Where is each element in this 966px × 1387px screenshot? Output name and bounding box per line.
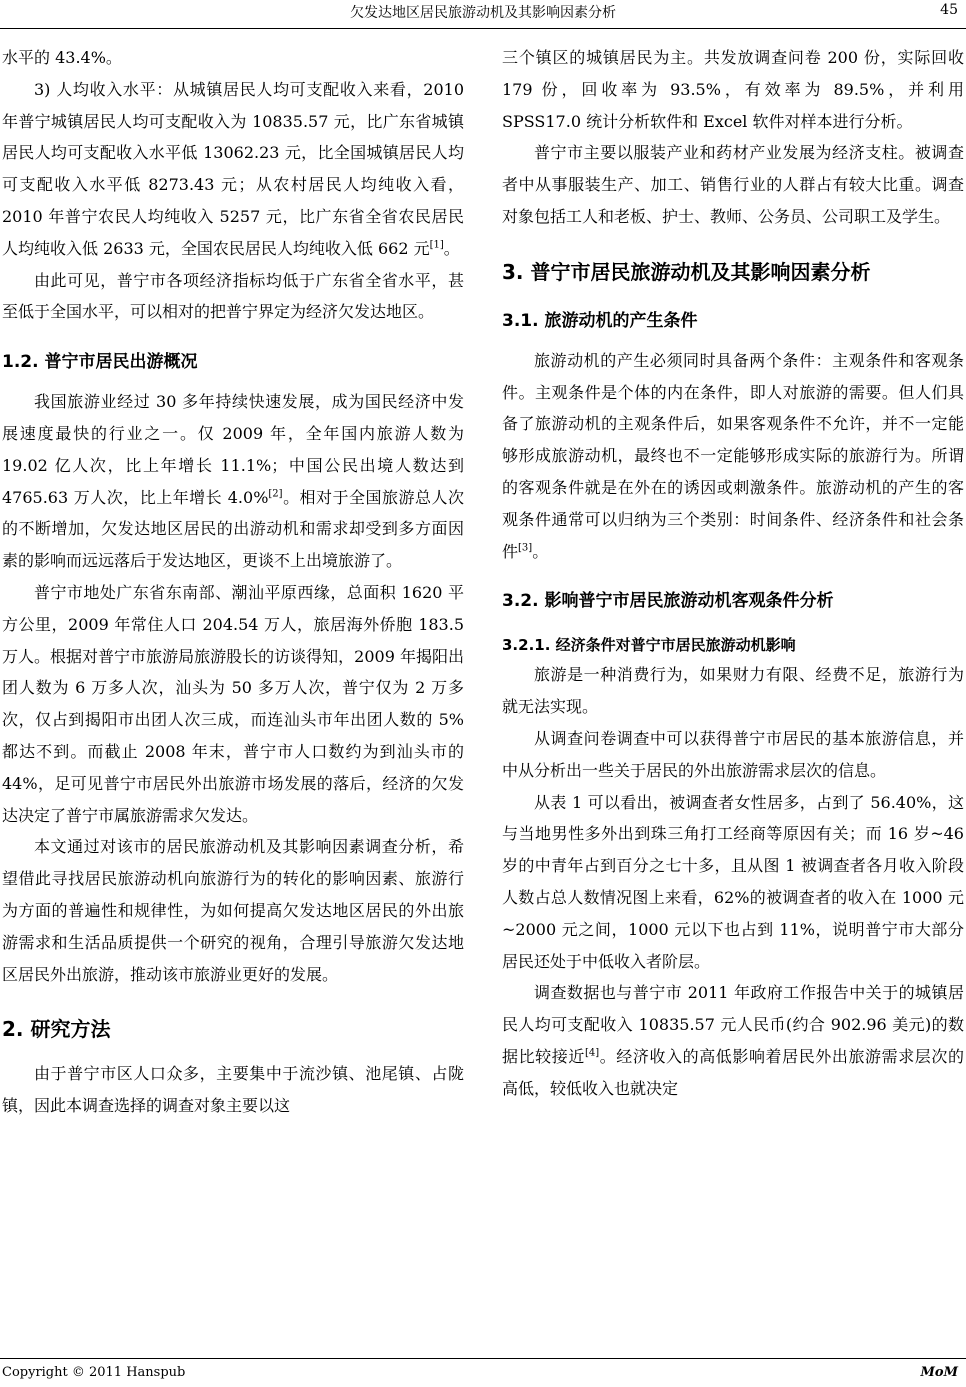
- page-footer: [0, 1358, 966, 1387]
- citation: [1]: [429, 239, 444, 251]
- citation: [3]: [518, 542, 533, 554]
- running-title: 欠发达地区居民旅游动机及其影响因素分析: [350, 5, 616, 21]
- citation: [2]: [268, 488, 283, 500]
- paragraph: 三个镇区的城镇居民为主。共发放调查问卷 200 份，实际回收 179 份，回收率为 93.5%，有效率为 89.5%，并利用 SPSS17.0 统计分析软件和 Excel 软件对样本进行分析。: [502, 48, 964, 131]
- copyright: Copyright © 2011 Hanspub: [2, 1365, 186, 1380]
- paragraph: 从表 1 可以看出，被调查者女性居多，占到了 56.40%，这与当地男性多外出到珠三角打工经商等原因有关；而 16 岁~46 岁的中青年占到百分之七十多，且从图 1 被调查者各月收入阶段人数占总人数情况图上来看，62%的被调查者的收入在 1000 元~2000 元之间，1000 元以下也占到 11%，说明普宁市大部分居民还处于中低收入者阶层。: [502, 792, 964, 971]
- paragraph: 旅游是一种消费行为，如果财力有限、经费不足，旅游行为就无法实现。: [502, 665, 964, 717]
- subsection-heading: 3.2.1. 经济条件对普宁市居民旅游动机影响: [502, 636, 796, 655]
- paragraph-text: 3) 人均收入水平：从城镇居民人均可支配收入来看，2010 年普宁城镇居民人均可支配收入为 10835.57 元，比广东省城镇居民人均可支配收入水平低 13062.23 元，比全国城镇居民人均可支配收入水平低 8273.43 元；从农村居民人均纯收入看，2010 年普宁农民人均纯收入 5257 元，比广东省全省农民居民人均纯收入低 2633 元，全国农民居民人均纯收入低 662 元: [2, 79, 464, 258]
- paragraph-text: 。: [532, 541, 549, 561]
- paragraph: 由此可见，普宁市各项经济指标均低于广东省全省水平，甚至低于全国水平，可以相对的把普宁界定为经济欠发达地区。: [2, 270, 464, 322]
- section-heading: 2. 研究方法: [2, 1017, 111, 1042]
- left-column: [2, 42, 464, 1122]
- section-heading: 1.2. 普宁市居民出游概况: [2, 352, 198, 373]
- page-header: [0, 0, 966, 29]
- paragraph-text: 。经济收入的高低影响着居民外出旅游需求层次的高低，较低收入也就决定: [502, 1046, 964, 1098]
- paragraph-text: 。相对于全国旅游总人次的不断增加，欠发达地区居民的出游动机和需求却受到多方面因素的影响而远远落后于发达地区，更谈不上出境旅游了。: [2, 487, 464, 571]
- paragraph-text: 我国旅游业经过 30 多年持续快速发展，成为国民经济中发展速度最快的行业之一。仅 2009 年，全年国内旅游人数为 19.02 亿人次，比上年增长 11.1%；中国公民出境人数达到 4765.63 万人次，比上年增长 4.0%: [2, 392, 464, 507]
- page-number: 45: [940, 2, 958, 18]
- paragraph: [2, 74, 464, 265]
- paragraph: [2, 386, 464, 577]
- paragraph: 本文通过对该市的居民旅游动机及其影响因素调查分析，希望借此寻找居民旅游动机向旅游行为的转化的影响因素、旅游行为方面的普遍性和规律性，为如何提高欠发达地区居民的外出旅游需求和生活品质提供一个研究的视角，合理引导旅游欠发达地区居民外出旅游，推动该市旅游业更好的发展。: [2, 837, 464, 984]
- paragraph-text: 。: [443, 238, 460, 258]
- paragraph: 水平的 43.4%。: [2, 48, 122, 67]
- paragraph-text: 旅游动机的产生必须同时具备两个条件：主观条件和客观条件。主观条件是个体的内在条件，即人对旅游的需要。但人们具备了旅游动机的主观条件后，如果客观条件不允许，并不一定能够形成旅游动机，最终也不一定能够形成实际的旅游行为。所谓的客观条件就是在外在的诱因或刺激条件。旅游动机的产生的客观条件通常可以归纳为三个类别：时间条件、经济条件和社会条件: [502, 350, 964, 561]
- paragraph: 从调查问卷调查中可以获得普宁市居民的基本旅游信息，并中从分析出一些关于居民的外出旅游需求层次的信息。: [502, 728, 964, 780]
- paragraph: [502, 345, 964, 568]
- section-heading: 3.1. 旅游动机的产生条件: [502, 310, 698, 331]
- paragraph-text: 调查数据也与普宁市 2011 年政府工作报告中关于的城镇居民人均可支配收入 10835.57 元人民币(约合 902.96 美元)的数据比较接近: [502, 983, 964, 1066]
- journal-name: MoM: [920, 1365, 958, 1380]
- paragraph: 普宁市主要以服装产业和药材产业发展为经济支柱。被调查者中从事服装生产、加工、销售行业的人群占有较大比重。调查对象包括工人和老板、护士、教师、公务员、公司职工及学生。: [502, 143, 964, 226]
- right-column: [502, 42, 964, 1105]
- citation: [4]: [584, 1047, 600, 1059]
- paragraph: 由于普宁市区人口众多，主要集中于流沙镇、池尾镇、占陇镇，因此本调查选择的调查对象主要以这: [2, 1064, 464, 1116]
- section-heading: 3. 普宁市居民旅游动机及其影响因素分析: [502, 259, 871, 284]
- section-heading: 3.2. 影响普宁市居民旅游动机客观条件分析: [502, 591, 834, 612]
- paragraph: 普宁市地处广东省东南部、潮汕平原西缘，总面积 1620 平方公里，2009 年常住人口 204.54 万人，旅居海外侨胞 183.5 万人。根据对普宁市旅游局旅游股长的访谈得知，2009 年揭阳出团人数为 6 万多人次，汕头为 50 多万人次，普宁仅为 2 万多次，仅占到揭阳市出团人次三成，而连汕头市年出团人数的 5%都达不到。而截止 2008 年末，普宁市人口数约为到汕头市的 44%，足可见普宁市居民外出旅游市场发展的落后，经济的欠发达决定了普宁市属旅游需求欠发达。: [2, 582, 464, 825]
- paragraph: [502, 977, 964, 1104]
